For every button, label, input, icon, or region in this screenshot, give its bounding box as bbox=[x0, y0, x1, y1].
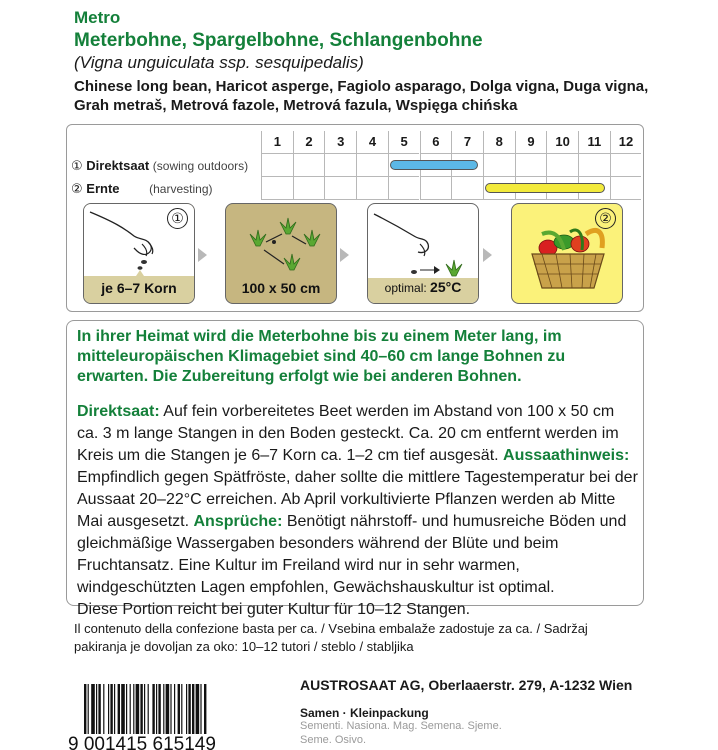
optimal-temp-value: 25°C bbox=[430, 279, 462, 295]
barcode-bar bbox=[152, 684, 154, 734]
barcode-bar bbox=[144, 684, 145, 734]
instructions-body bbox=[77, 401, 639, 621]
direct-sowing-text: Auf fein vorbereitetes Beet werden im Abstand von 100 x 50 cm ca. 3 m lange Stangen in den Boden gesteckt. Ca. 20 cm entfernt werden im Kreis um die Stangen je 6–7 Korn ca. 1–2 cm tief ausgesät. bbox=[77, 403, 619, 464]
month-4: 4 bbox=[356, 131, 388, 154]
barcode-bar bbox=[174, 684, 175, 734]
month-5: 5 bbox=[388, 131, 420, 154]
barcode-bar bbox=[91, 684, 95, 734]
month-11: 11 bbox=[578, 131, 610, 154]
barcode-bar bbox=[136, 684, 140, 734]
requirements-text: Benötigt nährstoff- und humusreiche Böden und gleichmäßige Wassergaben besonders während der Blüte und beim Fruchtansatz. Eine Kultur im Freiland wird nur in sehr warmen, windgeschützten Lagen empfohlen, Gewächshauskultur ist optimal. bbox=[77, 513, 627, 596]
month-2: 2 bbox=[293, 131, 325, 154]
barcode-bar bbox=[148, 684, 149, 734]
sowing-label: Direktsaat bbox=[86, 158, 150, 173]
optimal-temp-caption bbox=[368, 279, 478, 297]
month-6: 6 bbox=[420, 131, 452, 154]
calendar-cell bbox=[356, 154, 388, 177]
step-one-marker: ① bbox=[71, 158, 83, 173]
month-9: 9 bbox=[515, 131, 547, 154]
sowing-note-text: Empfindlich gegen Spätfröste, daher sollte die mittlere Tagestemperatur bei der Aussaat 20–22°C erreichen. Ab April vorkultivierte Pflanzen werden ab Mitte Mai ausgesetzt. bbox=[77, 469, 638, 530]
common-name: Meterbohne, Spargelbohne, Schlangenbohne bbox=[74, 30, 483, 51]
barcode-bar bbox=[170, 684, 171, 734]
arrow-icon bbox=[198, 248, 207, 262]
calendar-cell bbox=[610, 177, 642, 200]
month-7: 7 bbox=[451, 131, 483, 154]
calendar-row-sowing bbox=[71, 154, 641, 177]
step-two-badge: ② bbox=[595, 208, 616, 229]
tile-harvest bbox=[511, 203, 623, 304]
barcode-bar bbox=[140, 684, 142, 734]
barcode-bar bbox=[178, 684, 180, 734]
variety-name: Metro bbox=[74, 8, 121, 27]
calendar-row-label bbox=[71, 180, 213, 198]
calendar-cell bbox=[515, 154, 547, 177]
calendar-cell bbox=[388, 177, 420, 200]
calendar-cell bbox=[356, 177, 388, 200]
other-names: Chinese long bean, Haricot asperge, Fagiolo asparago, Dolga vigna, Duga vigna, Grah metraš, Metrová fazole, Metrová fazula, Wspięga chińska bbox=[74, 78, 649, 114]
calendar-cell bbox=[261, 177, 293, 200]
direct-sowing-heading: Direktsaat: bbox=[77, 403, 160, 420]
sowing-label-en: (sowing outdoors) bbox=[152, 159, 249, 173]
barcode-bar bbox=[126, 684, 127, 734]
month-8: 8 bbox=[483, 131, 515, 154]
calendar-row-label bbox=[71, 157, 248, 175]
calendar-cell bbox=[420, 177, 452, 200]
barcode-bar bbox=[121, 684, 125, 734]
barcode-bar bbox=[156, 684, 157, 734]
calendar-cell bbox=[578, 154, 610, 177]
calendar-cell bbox=[483, 154, 515, 177]
tile-germination bbox=[367, 203, 479, 304]
intro-text: In ihrer Heimat wird die Meterbohne bis zu einem Meter lang, im mitteleuropäischen Klimagebiet sind 40–60 cm lange Bohnen zu erwarten. Die Zubereitung erfolgt wie bei anderen Bohnen. bbox=[77, 328, 566, 385]
calendar-cell bbox=[610, 154, 642, 177]
harvest-period-bar bbox=[485, 183, 605, 193]
seeds-per-hole-caption: je 6–7 Korn bbox=[101, 280, 177, 296]
barcode-bar bbox=[186, 684, 187, 734]
package-type: Samen · Kleinpackung bbox=[300, 706, 429, 720]
barcode-bar bbox=[163, 684, 164, 734]
barcode-bar bbox=[130, 684, 131, 734]
barcode-bar bbox=[166, 684, 170, 734]
month-12: 12 bbox=[610, 131, 642, 154]
calendar-cell bbox=[293, 154, 325, 177]
month-10: 10 bbox=[546, 131, 578, 154]
company-address: AUSTROSAAT AG, Oberlaaerstr. 279, A-1232 Wien bbox=[300, 677, 633, 693]
barcode-bar bbox=[188, 684, 190, 734]
harvest-label: Ernte bbox=[86, 181, 120, 196]
barcode-bar bbox=[88, 684, 89, 734]
barcode-bar bbox=[181, 684, 182, 734]
spacing-caption: 100 x 50 cm bbox=[241, 280, 321, 296]
sowing-calendar bbox=[66, 124, 644, 312]
calendar-cell bbox=[293, 177, 325, 200]
calendar-cell bbox=[324, 154, 356, 177]
step-one-badge: ① bbox=[167, 208, 188, 229]
barcode-bar bbox=[196, 684, 200, 734]
optimal-label: optimal: bbox=[384, 281, 427, 295]
barcode-bar bbox=[192, 684, 194, 734]
barcode-bar bbox=[204, 684, 206, 734]
growing-instructions bbox=[66, 320, 644, 618]
barcode-bar bbox=[158, 684, 160, 734]
barcode-bar bbox=[110, 684, 112, 734]
package-translations: Sementi. Nasiona. Mag. Semena. Sjeme. Seme. Osivo. bbox=[300, 720, 502, 746]
calendar-row-harvest bbox=[71, 177, 641, 200]
portion-translations: Il contenuto della confezione basta per ca. / Vsebina embalaže zadostuje za ca. / Sadržaj pakiranja je dovoljan za oko: 10–12 tutori / steblo / stabljika bbox=[74, 621, 588, 654]
sowing-period-bar bbox=[390, 160, 478, 170]
calendar-cell bbox=[546, 154, 578, 177]
barcode-bar bbox=[98, 684, 100, 734]
barcode-bar bbox=[84, 684, 86, 734]
barcode-bar bbox=[108, 684, 109, 734]
arrow-icon bbox=[340, 248, 349, 262]
harvest-label-en: (harvesting) bbox=[149, 182, 213, 196]
calendar-header-row bbox=[71, 131, 641, 154]
step-two-marker: ② bbox=[71, 181, 83, 196]
barcode-bar bbox=[118, 684, 120, 734]
barcode-bar bbox=[200, 684, 201, 734]
arrow-icon bbox=[483, 248, 492, 262]
tile-sowing bbox=[83, 203, 195, 304]
barcode-bar bbox=[96, 684, 97, 734]
portion-text: Diese Portion reicht bei guter Kultur für 10–12 Stangen. bbox=[77, 601, 471, 618]
calendar-cell bbox=[451, 177, 483, 200]
barcode-bar bbox=[114, 684, 115, 734]
month-1: 1 bbox=[261, 131, 293, 154]
calendar-cell bbox=[324, 177, 356, 200]
month-3: 3 bbox=[324, 131, 356, 154]
tile-spacing bbox=[225, 203, 337, 304]
requirements-heading: Ansprüche: bbox=[193, 513, 283, 530]
sowing-note-heading: Aussaathinweis: bbox=[503, 447, 630, 464]
barcode-bar bbox=[103, 684, 104, 734]
barcode bbox=[68, 684, 282, 750]
calendar-cell bbox=[261, 154, 293, 177]
barcode-bar bbox=[133, 684, 134, 734]
latin-name: (Vigna unguiculata ssp. sesquipedalis) bbox=[74, 53, 364, 72]
barcode-digits: 9 001415 615149 bbox=[68, 734, 216, 750]
